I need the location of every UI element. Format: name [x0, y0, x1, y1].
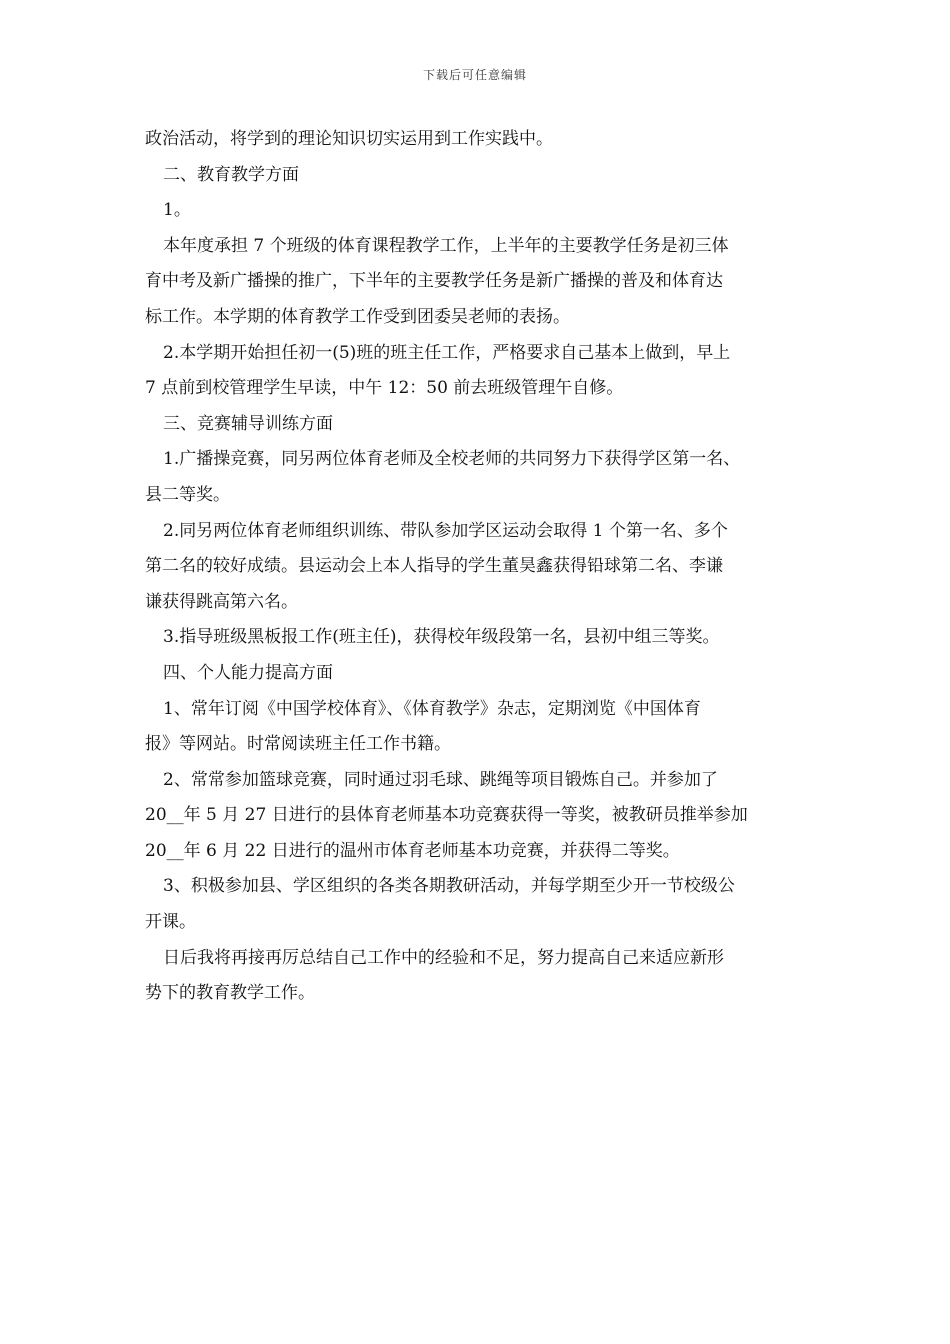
text-line: 标工作。本学期的体育教学工作受到团委吴老师的表扬。	[145, 306, 570, 327]
text-line: 2.本学期开始担任初一(5)班的班主任工作，严格要求自己基本上做到，早上	[163, 342, 731, 363]
text-line: 第二名的较好成绩。县运动会上本人指导的学生董昊鑫获得铅球第二名、李谦	[145, 556, 723, 577]
text-line: 3.指导班级黑板报工作(班主任)，获得校年级段第一名，县初中组三等奖。	[163, 627, 720, 648]
text-line: 政治活动，将学到的理论知识切实运用到工作实践中。	[145, 129, 553, 149]
text-line: 势下的教育教学工作。	[145, 983, 315, 1004]
text-line: 四、个人能力提高方面	[163, 662, 333, 683]
text-line: 开课。	[145, 912, 196, 933]
text-line: 1、常年订阅《中国学校体育》、《体育教学》杂志，定期浏览《中国体育	[163, 698, 701, 719]
text-line: 2.同另两位体育老师组织训练、带队参加学区运动会取得 1 个第一名、多个	[163, 520, 728, 541]
text-line: 20__年 5 月 27 日进行的县体育老师基本功竞赛获得一等奖，被教研员推举参加	[145, 805, 748, 826]
text-line: 本年度承担 7 个班级的体育课程教学工作，上半年的主要教学任务是初三体	[163, 235, 729, 256]
text-line: 1.广播操竞赛，同另两位体育老师及全校老师的共同努力下获得学区第一名、	[163, 449, 741, 470]
text-line: 育中考及新广播操的推广，下半年的主要教学任务是新广播操的普及和体育达	[145, 271, 723, 292]
page-header: 下载后可任意编辑	[422, 68, 527, 82]
text-line: 2、常常参加篮球竞赛，同时通过羽毛球、跳绳等项目锻炼自己。并参加了	[163, 769, 718, 790]
text-line: 日后我将再接再厉总结自己工作中的经验和不足，努力提高自己来适应新形	[163, 947, 724, 968]
text-line: 三、竞赛辅导训练方面	[163, 413, 333, 434]
text-line: 3、积极参加县、学区组织的各类各期教研活动，并每学期至少开一节校级公	[163, 876, 735, 897]
text-line: 报》等网站。时常阅读班主任工作书籍。	[145, 734, 451, 755]
document-body	[145, 122, 810, 1012]
text-line: 7 点前到校管理学生早读，中午 12：50 前去班级管理午自修。	[145, 378, 624, 399]
text-line: 20__年 6 月 22 日进行的温州市体育老师基本功竞赛，并获得二等奖。	[145, 840, 680, 861]
text-line: 二、教育教学方面	[163, 164, 299, 185]
text-line: 1。	[163, 200, 191, 221]
text-line: 县二等奖。	[145, 484, 230, 505]
text-line: 谦获得跳高第六名。	[145, 591, 298, 612]
